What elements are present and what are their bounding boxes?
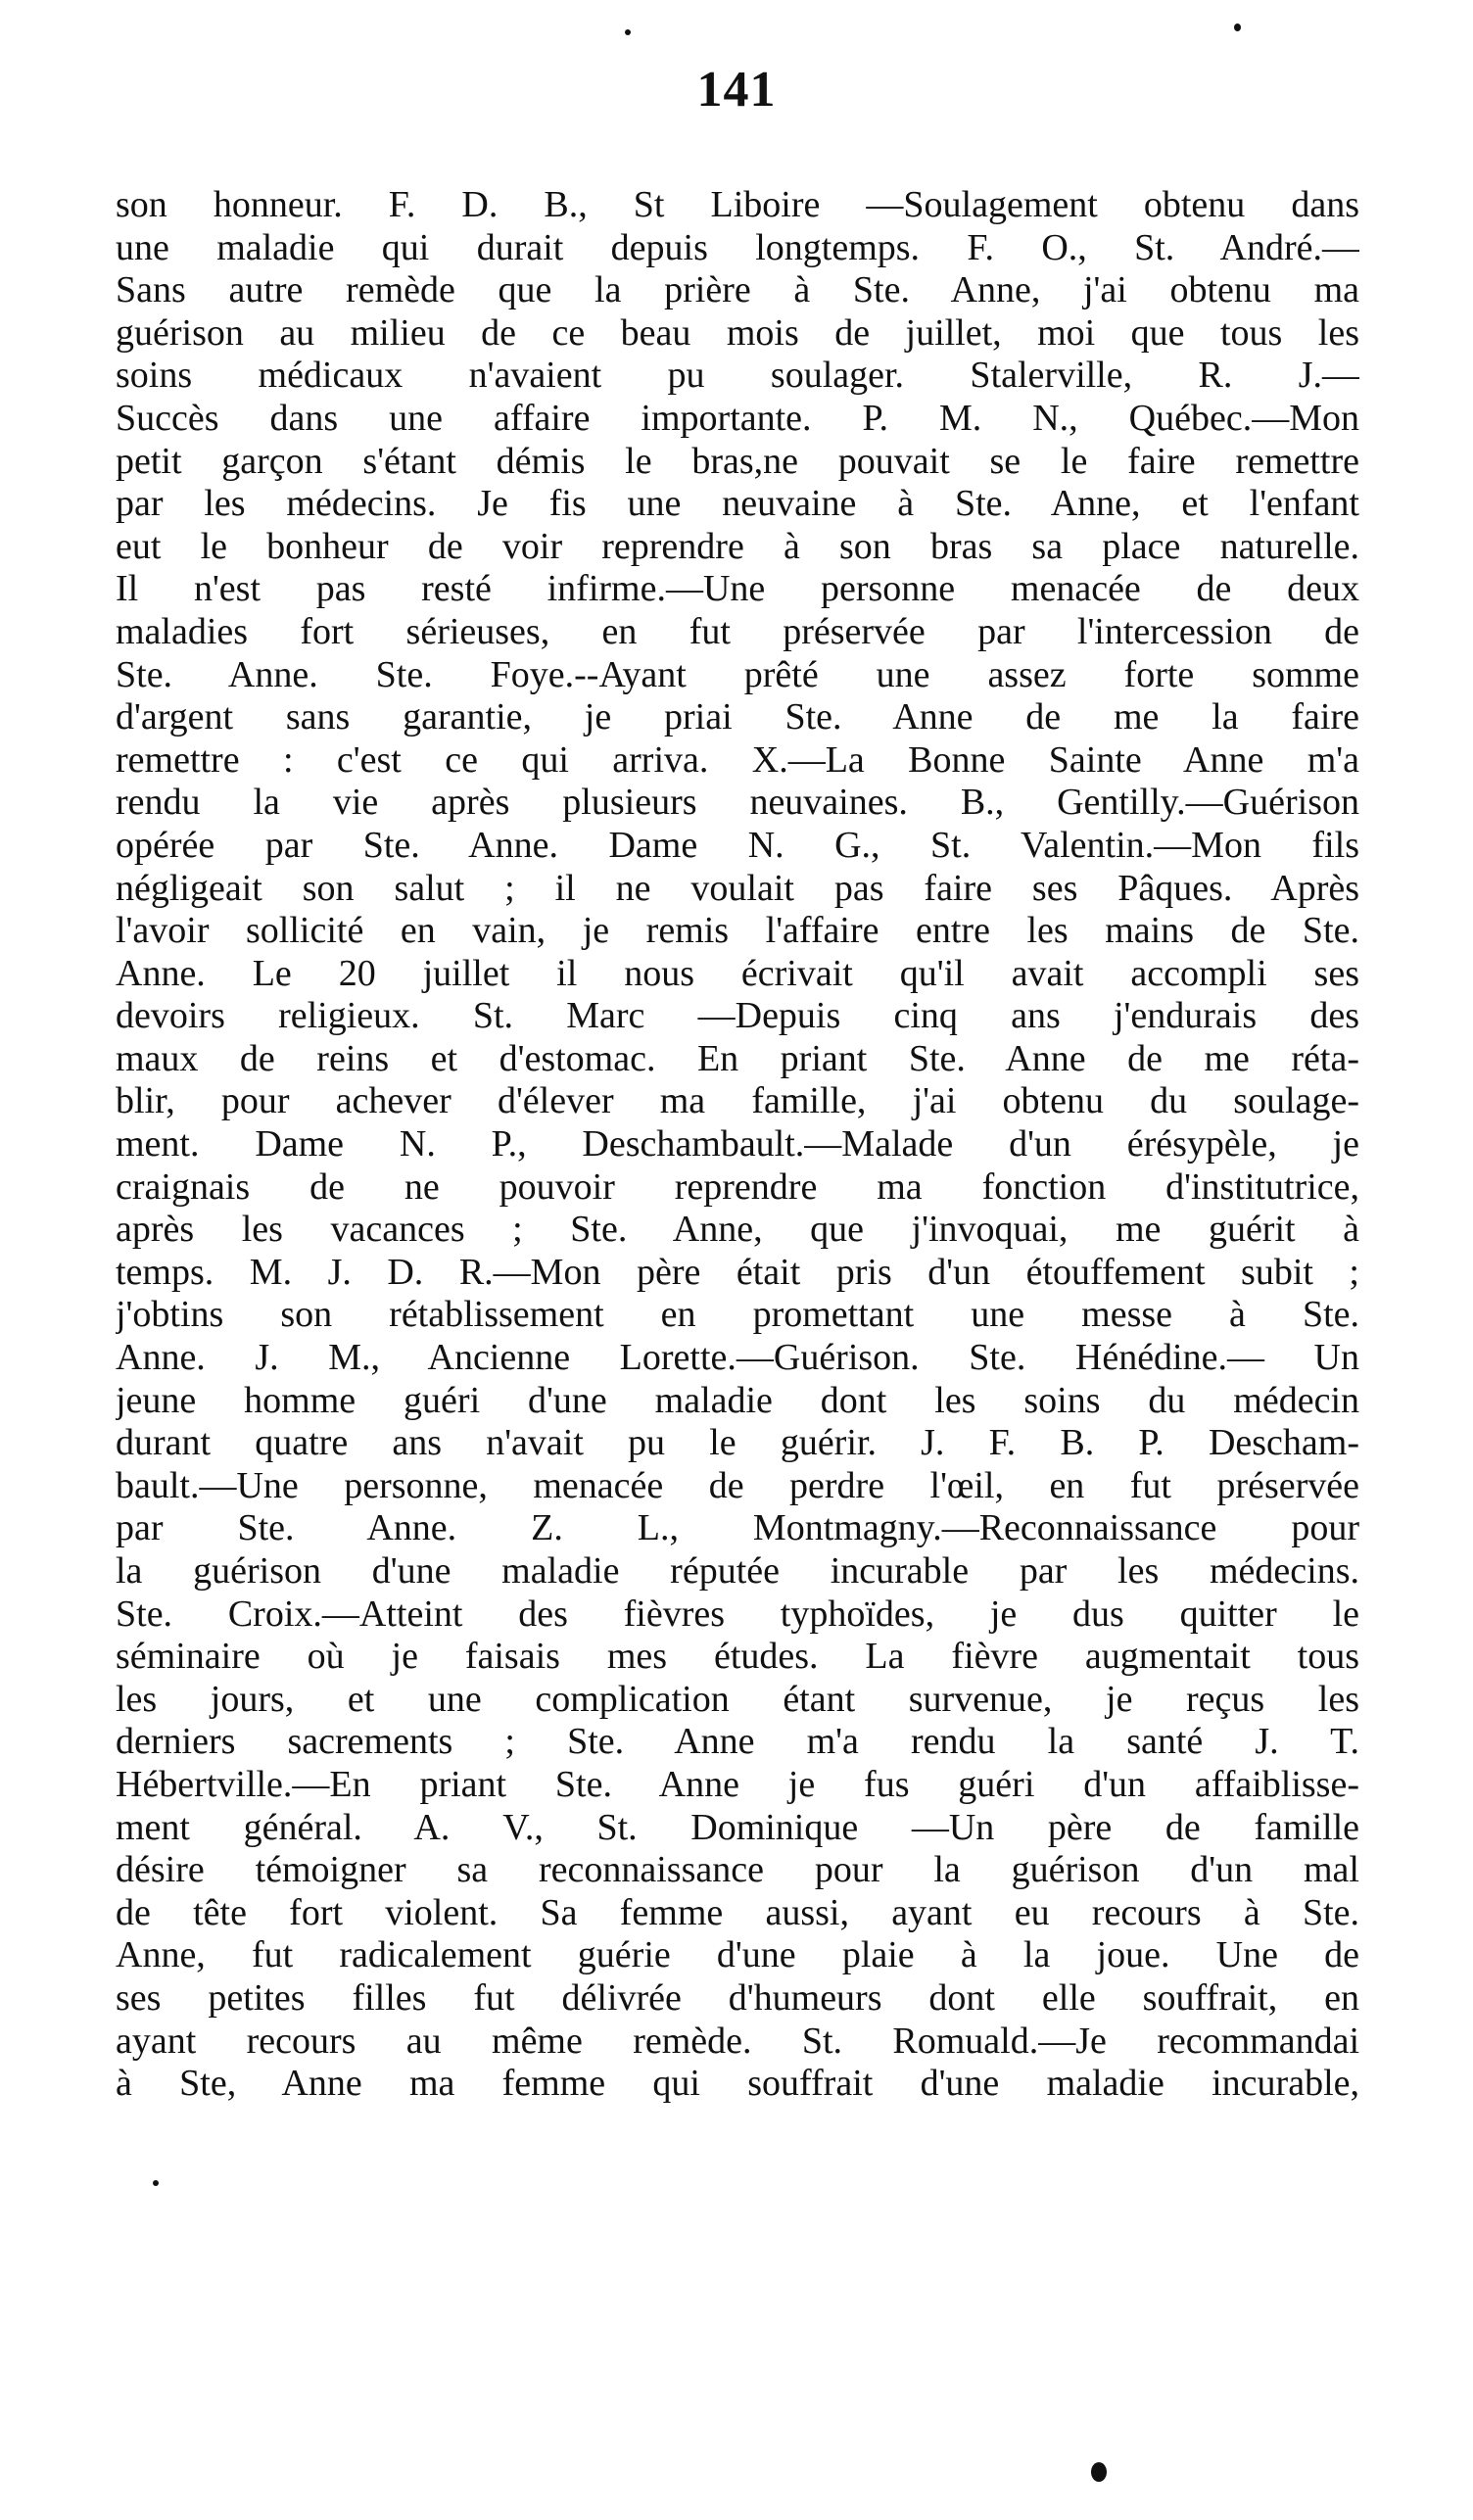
- text-line: Ste. Croix.—Atteint des fièvres typhoïdes, je dus quitter le: [116, 1593, 1359, 1635]
- text-line: maux de reins et d'estomac. En priant Ste. Anne de me réta-: [116, 1037, 1359, 1079]
- text-line: par Ste. Anne. Z. L., Montmagny.—Reconnaissance pour: [116, 1507, 1359, 1549]
- text-line: son honneur. F. D. B., St Liboire —Soulagement obtenu dans: [116, 184, 1359, 225]
- page-number: 141: [696, 62, 777, 118]
- text-line: les jours, et une complication étant survenue, je reçus les: [116, 1678, 1359, 1720]
- text-line: j'obtins son rétablissement en promettant une messe à Ste.: [116, 1294, 1359, 1336]
- text-line: séminaire où je faisais mes études. La fièvre augmentait tous: [116, 1636, 1359, 1678]
- text-line: soins médicaux n'avaient pu soulager. Stalerville, R. J.—: [116, 355, 1359, 397]
- text-line: bault.—Une personne, menacée de perdre l'œil, en fut préservée: [116, 1464, 1359, 1506]
- text-line: rendu la vie après plusieurs neuvaines. B., Gentilly.—Guérison: [116, 782, 1359, 824]
- text-line: Ste. Anne. Ste. Foye.--Ayant prêté une assez forte somme: [116, 653, 1359, 695]
- text-line: Anne. Le 20 juillet il nous écrivait qu'il avait accompli ses: [116, 952, 1359, 994]
- ink-speck: [153, 2180, 159, 2186]
- text-line: après les vacances ; Ste. Anne, que j'invoquai, me guérit à: [116, 1209, 1359, 1251]
- text-line: jeune homme guéri d'une maladie dont les soins du médecin: [116, 1379, 1359, 1421]
- text-line: maladies fort sérieuses, en fut préservée par l'intercession de: [116, 610, 1359, 652]
- text-line: la guérison d'une maladie réputée incurable par les médecins.: [116, 1550, 1359, 1592]
- ink-speck: [625, 29, 631, 35]
- text-line: à Ste, Anne ma femme qui souffrait d'une maladie incurable,: [116, 2063, 1359, 2105]
- text-line: Il n'est pas resté infirme.—Une personne menacée de deux: [116, 568, 1359, 610]
- text-line: Anne. J. M., Ancienne Lorette.—Guérison. Ste. Hénédine.— Un: [116, 1337, 1359, 1379]
- body-text: [116, 184, 1359, 2106]
- text-line: Succès dans une affaire importante. P. M. N., Québec.—Mon: [116, 397, 1359, 439]
- text-line: d'argent sans garantie, je priai Ste. Anne de me la faire: [116, 696, 1359, 738]
- text-line: ment. Dame N. P., Deschambault.—Malade d'un érésypèle, je: [116, 1123, 1359, 1165]
- text-line: désire témoigner sa reconnaissance pour la guérison d'un mal: [116, 1849, 1359, 1891]
- text-line: craignais de ne pouvoir reprendre ma fonction d'institutrice,: [116, 1165, 1359, 1208]
- text-line: Sans autre remède que la prière à Ste. Anne, j'ai obtenu ma: [116, 269, 1359, 311]
- text-line: opérée par Ste. Anne. Dame N. G., St. Valentin.—Mon fils: [116, 824, 1359, 866]
- text-line: ment général. A. V., St. Dominique —Un père de famille: [116, 1806, 1359, 1848]
- text-line: Anne, fut radicalement guérie d'une plaie à la joue. Une de: [116, 1934, 1359, 1976]
- text-line: de tête fort violent. Sa femme aussi, ayant eu recours à Ste.: [116, 1891, 1359, 1933]
- text-line: devoirs religieux. St. Marc —Depuis cinq ans j'endurais des: [116, 995, 1359, 1037]
- text-line: durant quatre ans n'avait pu le guérir. J. F. B. P. Descham-: [116, 1422, 1359, 1464]
- text-line: blir, pour achever d'élever ma famille, j'ai obtenu du soulage-: [116, 1080, 1359, 1122]
- text-line: par les médecins. Je fis une neuvaine à Ste. Anne, et l'enfant: [116, 483, 1359, 525]
- text-line: négligeait son salut ; il ne voulait pas faire ses Pâques. Après: [116, 867, 1359, 909]
- text-line: Hébertville.—En priant Ste. Anne je fus guéri d'un affaiblisse-: [116, 1763, 1359, 1805]
- text-line: ayant recours au même remède. St. Romuald.—Je recommandai: [116, 2020, 1359, 2062]
- ink-speck: [1234, 24, 1241, 31]
- text-line: derniers sacrements ; Ste. Anne m'a rendu la santé J. T.: [116, 1721, 1359, 1763]
- text-line: eut le bonheur de voir reprendre à son bras sa place naturelle.: [116, 525, 1359, 567]
- text-line: l'avoir sollicité en vain, je remis l'affaire entre les mains de Ste.: [116, 910, 1359, 952]
- text-line: temps. M. J. D. R.—Mon père était pris d'un étouffement subit ;: [116, 1251, 1359, 1293]
- text-line: remettre : c'est ce qui arriva. X.—La Bonne Sainte Anne m'a: [116, 738, 1359, 781]
- ink-blot: [1091, 2462, 1107, 2482]
- text-line: guérison au milieu de ce beau mois de juillet, moi que tous les: [116, 311, 1359, 354]
- text-line: ses petites filles fut délivrée d'humeurs dont elle souffrait, en: [116, 1976, 1359, 2019]
- text-line: une maladie qui durait depuis longtemps. F. O., St. André.—: [116, 226, 1359, 268]
- text-line: petit garçon s'étant démis le bras,ne pouvait se le faire remettre: [116, 440, 1359, 482]
